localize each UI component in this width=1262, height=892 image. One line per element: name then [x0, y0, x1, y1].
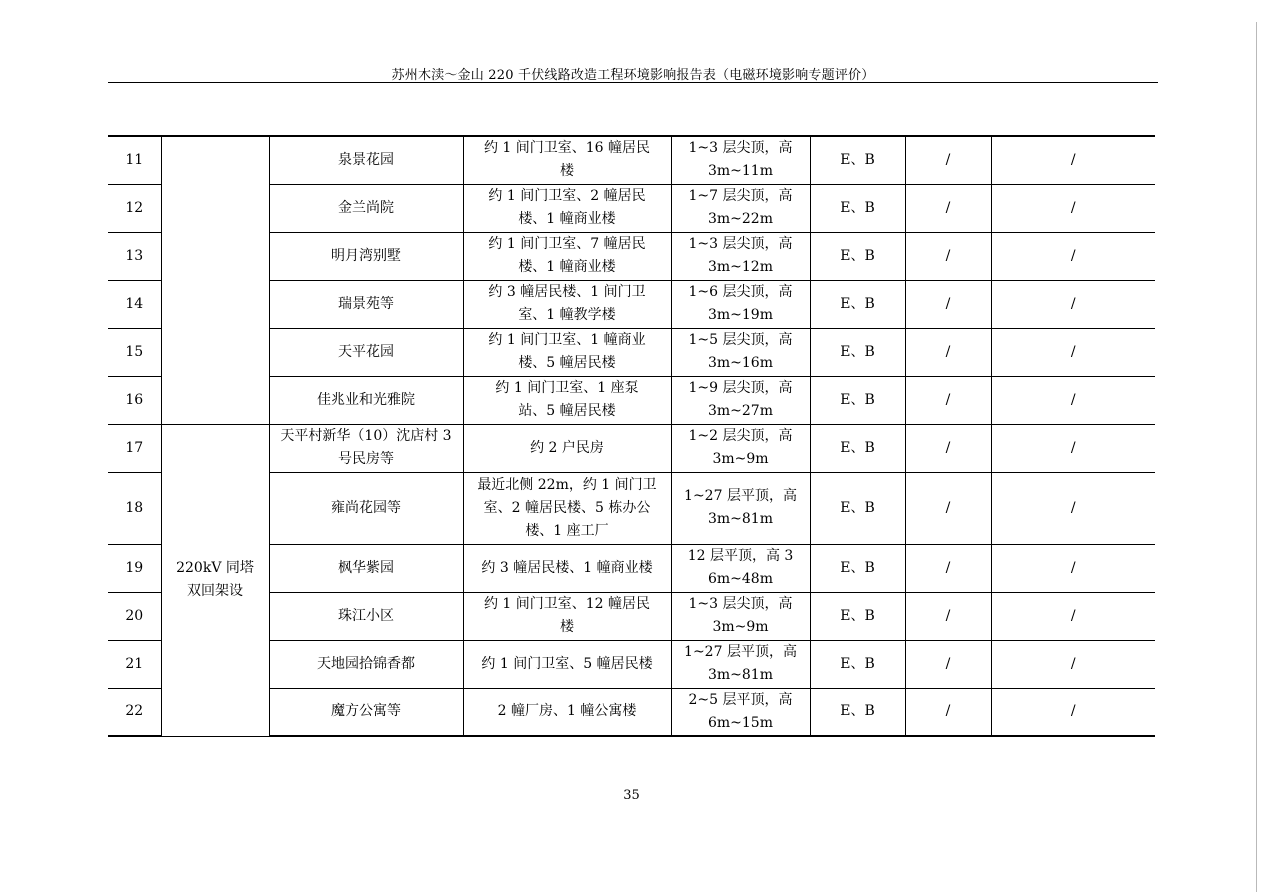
- col7-value: /: [991, 592, 1155, 640]
- col6-value: /: [905, 544, 991, 592]
- target-name: 金兰尚院: [269, 184, 463, 232]
- target-name: 枫华紫园: [269, 544, 463, 592]
- row-number: 13: [108, 232, 161, 280]
- impact-factor: E、B: [810, 424, 905, 472]
- table-row: [108, 424, 1155, 472]
- impact-factor: E、B: [810, 136, 905, 184]
- page-edge-line: [1256, 22, 1257, 892]
- building-structure: 12 层平顶，高 36m~48m: [671, 544, 810, 592]
- target-name: 珠江小区: [269, 592, 463, 640]
- col6-value: /: [905, 640, 991, 688]
- target-name: 天地园拾锦香都: [269, 640, 463, 688]
- impact-factor: E、B: [810, 544, 905, 592]
- row-number: 12: [108, 184, 161, 232]
- building-structure: 1~5 层尖顶，高 3m~16m: [671, 328, 810, 376]
- row-number: 14: [108, 280, 161, 328]
- col7-value: /: [991, 424, 1155, 472]
- col7-value: /: [991, 328, 1155, 376]
- page-number: 35: [623, 788, 640, 803]
- impact-factor: E、B: [810, 592, 905, 640]
- impact-factor: E、B: [810, 688, 905, 736]
- building-structure: 1~3 层尖顶，高 3m~12m: [671, 232, 810, 280]
- row-number: 21: [108, 640, 161, 688]
- impact-factor: E、B: [810, 232, 905, 280]
- target-scale: 约 1 间门卫室、1 幢商业楼、5 幢居民楼: [463, 328, 671, 376]
- header-rule: [108, 82, 1158, 83]
- target-name: 雍尚花园等: [269, 472, 463, 544]
- impact-factor: E、B: [810, 328, 905, 376]
- target-name: 魔方公寓等: [269, 688, 463, 736]
- col7-value: /: [991, 232, 1155, 280]
- target-scale: 约 1 间门卫室、1 座泵站、5 幢居民楼: [463, 376, 671, 424]
- impact-factor: E、B: [810, 184, 905, 232]
- target-scale: 约 1 间门卫室、2 幢居民楼、1 幢商业楼: [463, 184, 671, 232]
- target-scale: 最近北侧 22m，约 1 间门卫室、2 幢居民楼、5 栋办公楼、1 座工厂: [463, 472, 671, 544]
- col6-value: /: [905, 328, 991, 376]
- target-scale: 约 2 户民房: [463, 424, 671, 472]
- row-number: 20: [108, 592, 161, 640]
- target-scale: 约 1 间门卫室、12 幢居民楼: [463, 592, 671, 640]
- col7-value: /: [991, 544, 1155, 592]
- target-scale: 约 3 幢居民楼、1 间门卫室、1 幢教学楼: [463, 280, 671, 328]
- col6-value: /: [905, 376, 991, 424]
- building-structure: 1~3 层尖顶，高 3m~11m: [671, 136, 810, 184]
- col6-value: /: [905, 424, 991, 472]
- col6-value: /: [905, 472, 991, 544]
- col6-value: /: [905, 280, 991, 328]
- row-number: 22: [108, 688, 161, 736]
- table-row: [108, 136, 1155, 184]
- col7-value: /: [991, 688, 1155, 736]
- col7-value: /: [991, 472, 1155, 544]
- building-structure: 1~27 层平顶，高 3m~81m: [671, 640, 810, 688]
- target-name: 瑞景苑等: [269, 280, 463, 328]
- page-header-title: 苏州木渎～金山 220 千伏线路改造工程环境影响报告表（电磁环境影响专题评价）: [391, 68, 875, 83]
- target-name: 天平花园: [269, 328, 463, 376]
- col6-value: /: [905, 232, 991, 280]
- building-structure: 1~6 层尖顶，高 3m~19m: [671, 280, 810, 328]
- target-name: 佳兆业和光雅院: [269, 376, 463, 424]
- target-scale: 约 3 幢居民楼、1 幢商业楼: [463, 544, 671, 592]
- sensitive-targets-table: [108, 135, 1155, 737]
- col7-value: /: [991, 184, 1155, 232]
- target-scale: 2 幢厂房、1 幢公寓楼: [463, 688, 671, 736]
- target-scale: 约 1 间门卫室、5 幢居民楼: [463, 640, 671, 688]
- impact-factor: E、B: [810, 376, 905, 424]
- building-structure: 1~9 层尖顶，高 3m~27m: [671, 376, 810, 424]
- building-structure: 1~27 层平顶，高 3m~81m: [671, 472, 810, 544]
- line-type-cell: 220kV 同塔双回架设: [161, 424, 269, 736]
- row-number: 17: [108, 424, 161, 472]
- building-structure: 1~3 层尖顶，高 3m~9m: [671, 592, 810, 640]
- col6-value: /: [905, 136, 991, 184]
- building-structure: 2~5 层平顶，高 6m~15m: [671, 688, 810, 736]
- row-number: 18: [108, 472, 161, 544]
- col6-value: /: [905, 688, 991, 736]
- line-type-cell: [161, 136, 269, 424]
- col7-value: /: [991, 376, 1155, 424]
- row-number: 11: [108, 136, 161, 184]
- building-structure: 1~2 层尖顶，高 3m~9m: [671, 424, 810, 472]
- impact-factor: E、B: [810, 640, 905, 688]
- row-number: 15: [108, 328, 161, 376]
- row-number: 16: [108, 376, 161, 424]
- target-name: 明月湾别墅: [269, 232, 463, 280]
- impact-factor: E、B: [810, 472, 905, 544]
- col7-value: /: [991, 280, 1155, 328]
- col7-value: /: [991, 640, 1155, 688]
- building-structure: 1~7 层尖顶，高 3m~22m: [671, 184, 810, 232]
- target-name: 天平村新华（10）沈店村 3 号民房等: [269, 424, 463, 472]
- col6-value: /: [905, 184, 991, 232]
- col6-value: /: [905, 592, 991, 640]
- col7-value: /: [991, 136, 1155, 184]
- impact-factor: E、B: [810, 280, 905, 328]
- target-scale: 约 1 间门卫室、7 幢居民楼、1 幢商业楼: [463, 232, 671, 280]
- target-name: 泉景花园: [269, 136, 463, 184]
- row-number: 19: [108, 544, 161, 592]
- target-scale: 约 1 间门卫室、16 幢居民楼: [463, 136, 671, 184]
